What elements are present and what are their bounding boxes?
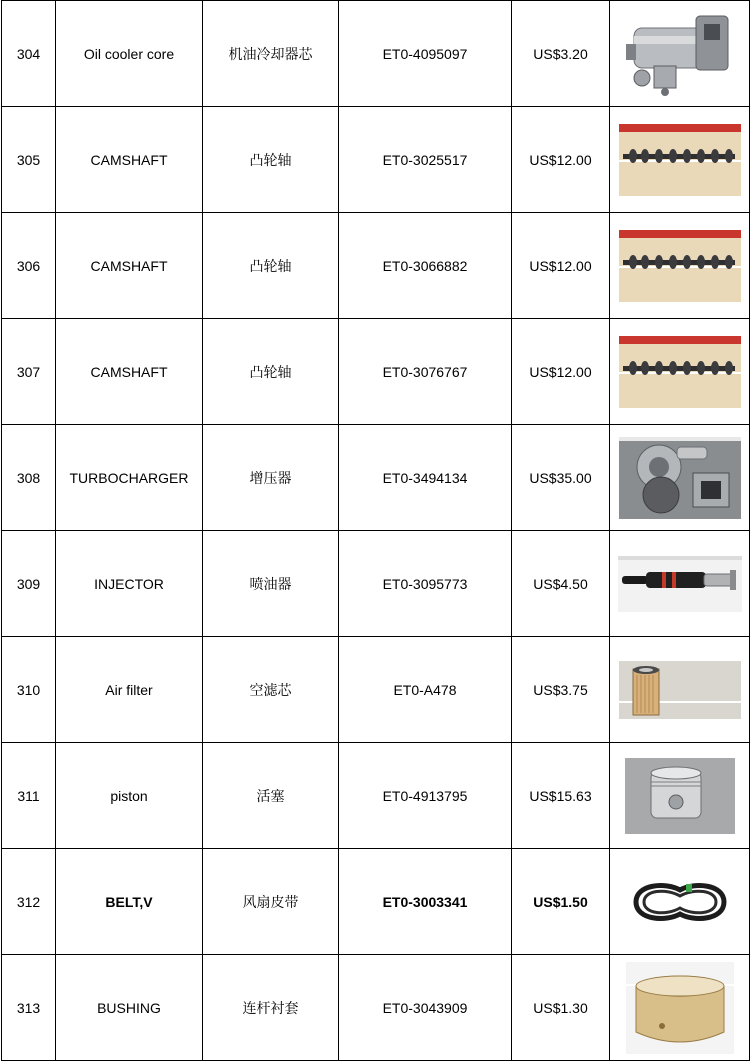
turbocharger-photo [619,437,741,519]
part-name: TURBOCHARGER [56,425,203,531]
part-name-chinese: 机油冷却器芯 [203,1,339,107]
part-name-chinese: 凸轮轴 [203,319,339,425]
part-code: ET0-3025517 [339,107,512,213]
part-image-cell [610,531,750,637]
part-price: US$1.30 [512,955,610,1061]
part-name: CAMSHAFT [56,213,203,319]
part-price: US$12.00 [512,213,610,319]
row-number: 304 [2,1,56,107]
table-row [2,107,750,213]
parts-table [1,0,750,1061]
part-name-chinese: 增压器 [203,425,339,531]
part-image-cell [610,849,750,955]
part-code: ET0-3076767 [339,319,512,425]
part-code: ET0-4095097 [339,1,512,107]
row-number: 306 [2,213,56,319]
piston-photo [625,758,735,834]
part-price: US$4.50 [512,531,610,637]
part-name: Air filter [56,637,203,743]
row-number: 309 [2,531,56,637]
part-image-cell [610,319,750,425]
part-name-chinese: 空滤芯 [203,637,339,743]
part-price: US$3.20 [512,1,610,107]
part-code: ET0-3494134 [339,425,512,531]
table-row [2,213,750,319]
camshaft-photo [619,124,741,196]
part-name-chinese: 凸轮轴 [203,213,339,319]
part-image-cell [610,743,750,849]
air-filter-photo [619,661,741,719]
part-image-cell [610,213,750,319]
part-name: BUSHING [56,955,203,1061]
row-number: 307 [2,319,56,425]
part-price: US$12.00 [512,107,610,213]
part-price: US$12.00 [512,319,610,425]
table-row [2,743,750,849]
part-image-cell [610,955,750,1061]
part-name-chinese: 喷油器 [203,531,339,637]
part-name-chinese: 风扇皮带 [203,849,339,955]
table-row [2,1,750,107]
bushing-photo [626,962,734,1054]
part-price: US$35.00 [512,425,610,531]
row-number: 313 [2,955,56,1061]
table-row [2,425,750,531]
camshaft-photo [619,230,741,302]
table-row [2,637,750,743]
table-row [2,849,750,955]
part-code: ET0-A478 [339,637,512,743]
part-code: ET0-4913795 [339,743,512,849]
row-number: 305 [2,107,56,213]
part-code: ET0-3043909 [339,955,512,1061]
part-name: BELT,V [56,849,203,955]
table-row [2,955,750,1061]
injector-photo [618,556,742,612]
part-name: piston [56,743,203,849]
row-number: 310 [2,637,56,743]
part-image-cell [610,1,750,107]
part-code: ET0-3095773 [339,531,512,637]
part-image-cell [610,637,750,743]
table-row [2,319,750,425]
row-number: 311 [2,743,56,849]
part-name-chinese: 活塞 [203,743,339,849]
v-belt-photo [626,872,734,932]
table-row [2,531,750,637]
oil-cooler-photo [620,6,740,102]
part-image-cell [610,107,750,213]
part-price: US$3.75 [512,637,610,743]
part-image-cell [610,425,750,531]
part-price: US$15.63 [512,743,610,849]
part-name-chinese: 凸轮轴 [203,107,339,213]
row-number: 308 [2,425,56,531]
part-price: US$1.50 [512,849,610,955]
part-code: ET0-3003341 [339,849,512,955]
part-code: ET0-3066882 [339,213,512,319]
part-name-chinese: 连杆衬套 [203,955,339,1061]
row-number: 312 [2,849,56,955]
part-name: CAMSHAFT [56,107,203,213]
part-name: INJECTOR [56,531,203,637]
part-name: Oil cooler core [56,1,203,107]
camshaft-photo [619,336,741,408]
part-name: CAMSHAFT [56,319,203,425]
